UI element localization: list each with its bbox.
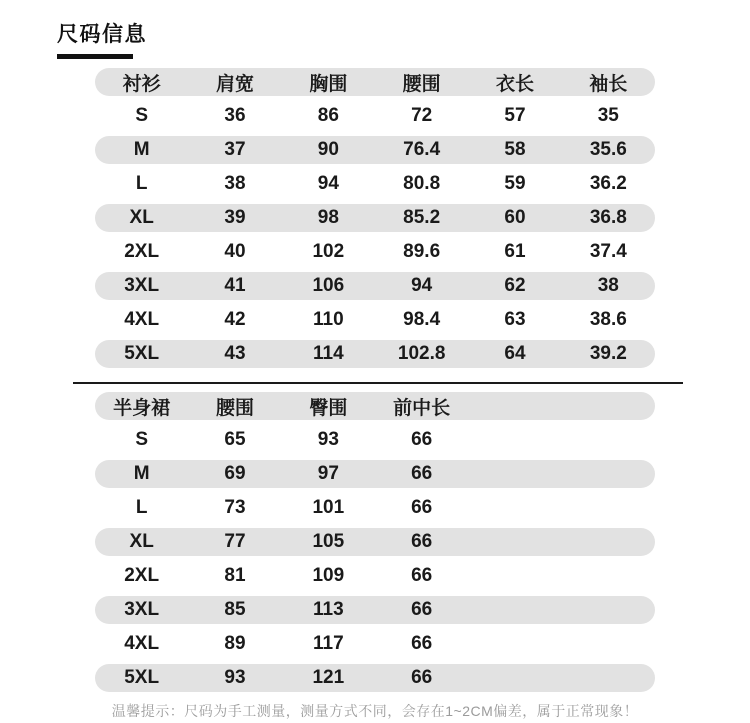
measurement-value: 73 <box>224 497 246 518</box>
measurement-note: 温馨提示：尺码为手工测量，测量方式不同，会存在1~2CM偏差，属于正常现象！ <box>111 703 639 719</box>
measurement-value: 77 <box>224 531 246 552</box>
table-row <box>95 340 655 368</box>
table-row <box>95 204 655 232</box>
column-header: 半身裙 <box>113 397 171 419</box>
measurement-value: 114 <box>312 343 344 364</box>
size-label: 5XL <box>124 667 160 688</box>
measurement-value: 43 <box>224 343 246 364</box>
measurement-value: 41 <box>224 275 246 296</box>
measurement-value: 63 <box>504 309 526 330</box>
measurement-value: 58 <box>504 139 526 160</box>
title-underline <box>57 54 133 59</box>
measurement-value: 57 <box>504 105 526 126</box>
section-title-block <box>57 22 750 59</box>
table-row <box>95 136 655 164</box>
shirt-size-table <box>95 68 655 368</box>
measurement-value: 89.6 <box>403 241 441 262</box>
size-label: XL <box>129 531 154 552</box>
table-header-row <box>95 68 655 96</box>
measurement-value: 39.2 <box>589 343 627 364</box>
measurement-value: 117 <box>312 633 344 654</box>
measurement-value: 69 <box>224 463 246 484</box>
measurement-value: 60 <box>504 207 526 228</box>
measurement-value: 81 <box>224 565 246 586</box>
size-label: 2XL <box>124 565 160 586</box>
size-label: 5XL <box>124 343 160 364</box>
measurement-value: 42 <box>224 309 246 330</box>
measurement-value: 35 <box>597 105 619 126</box>
measurement-value: 113 <box>312 599 344 620</box>
measurement-value: 36.8 <box>589 207 627 228</box>
size-label: XL <box>129 207 154 228</box>
measurement-value: 76.4 <box>403 139 441 160</box>
table-row <box>95 630 655 658</box>
measurement-value: 89 <box>224 633 246 654</box>
size-label: L <box>135 173 148 194</box>
table-row <box>95 306 655 334</box>
column-header: 袖长 <box>589 73 628 95</box>
measurement-value: 93 <box>224 667 246 688</box>
table-row <box>95 562 655 590</box>
column-header: 肩宽 <box>215 73 254 95</box>
measurement-value: 94 <box>411 275 433 296</box>
measurement-value: 85 <box>224 599 246 620</box>
measurement-value: 80.8 <box>403 173 441 194</box>
measurement-value: 85.2 <box>403 207 441 228</box>
column-header: 衣长 <box>495 73 534 95</box>
measurement-value: 66 <box>411 497 433 518</box>
measurement-value: 40 <box>224 241 246 262</box>
measurement-value: 38 <box>597 275 619 296</box>
measurement-value: 102.8 <box>397 343 446 364</box>
measurement-value: 94 <box>317 173 339 194</box>
measurement-value: 66 <box>411 531 433 552</box>
measurement-value: 36 <box>224 105 246 126</box>
measurement-value: 101 <box>312 497 345 518</box>
measurement-value: 61 <box>504 241 526 262</box>
measurement-value: 35.6 <box>589 139 627 160</box>
measurement-value: 98.4 <box>403 309 441 330</box>
measurement-value: 65 <box>224 429 246 450</box>
measurement-value: 37 <box>224 139 246 160</box>
size-label: S <box>135 429 148 450</box>
measurement-value: 38.6 <box>589 309 627 330</box>
measurement-value: 86 <box>317 105 339 126</box>
skirt-size-table <box>95 392 655 692</box>
size-label: 4XL <box>124 309 160 330</box>
table-divider <box>73 382 683 384</box>
column-header: 胸围 <box>309 73 348 95</box>
measurement-value: 66 <box>411 633 433 654</box>
size-label: 2XL <box>124 241 160 262</box>
measurement-value: 66 <box>411 463 433 484</box>
table-row <box>95 596 655 624</box>
measurement-value: 62 <box>504 275 526 296</box>
size-label: 3XL <box>124 599 160 620</box>
page-title: 尺码信息 <box>57 23 147 46</box>
measurement-value: 66 <box>411 599 433 620</box>
measurement-value: 121 <box>312 667 345 688</box>
measurement-value: 36.2 <box>589 173 627 194</box>
measurement-value: 59 <box>504 173 526 194</box>
size-label: 3XL <box>124 275 160 296</box>
measurement-value: 106 <box>312 275 345 296</box>
size-label: 4XL <box>124 633 160 654</box>
measurement-value: 64 <box>504 343 526 364</box>
measurement-value: 102 <box>312 241 345 262</box>
measurement-value: 39 <box>224 207 246 228</box>
measurement-value: 90 <box>317 139 339 160</box>
column-header: 腰围 <box>215 397 254 419</box>
column-header: 臀围 <box>309 397 348 419</box>
column-header: 衬衫 <box>122 73 161 95</box>
measurement-value: 97 <box>317 463 339 484</box>
table-row <box>95 170 655 198</box>
table-row <box>95 460 655 488</box>
table-row <box>95 272 655 300</box>
measurement-value: 66 <box>411 667 433 688</box>
measurement-value: 109 <box>312 565 345 586</box>
measurement-value: 66 <box>411 429 433 450</box>
table-header-row <box>95 392 655 420</box>
table-row <box>95 528 655 556</box>
column-header: 前中长 <box>393 397 451 419</box>
table-row <box>95 664 655 692</box>
measurement-value: 66 <box>411 565 433 586</box>
size-label: L <box>135 497 148 518</box>
measurement-value: 98 <box>317 207 339 228</box>
measurement-value: 38 <box>224 173 246 194</box>
column-header: 腰围 <box>402 73 441 95</box>
measurement-value: 72 <box>411 105 433 126</box>
size-label: M <box>133 463 150 484</box>
measurement-value: 110 <box>312 309 344 330</box>
measurement-value: 37.4 <box>589 241 627 262</box>
table-row <box>95 102 655 130</box>
table-row <box>95 426 655 454</box>
measurement-value: 93 <box>317 429 339 450</box>
size-label: S <box>135 105 148 126</box>
table-row <box>95 494 655 522</box>
measurement-value: 105 <box>312 531 345 552</box>
table-row <box>95 238 655 266</box>
size-label: M <box>133 139 150 160</box>
